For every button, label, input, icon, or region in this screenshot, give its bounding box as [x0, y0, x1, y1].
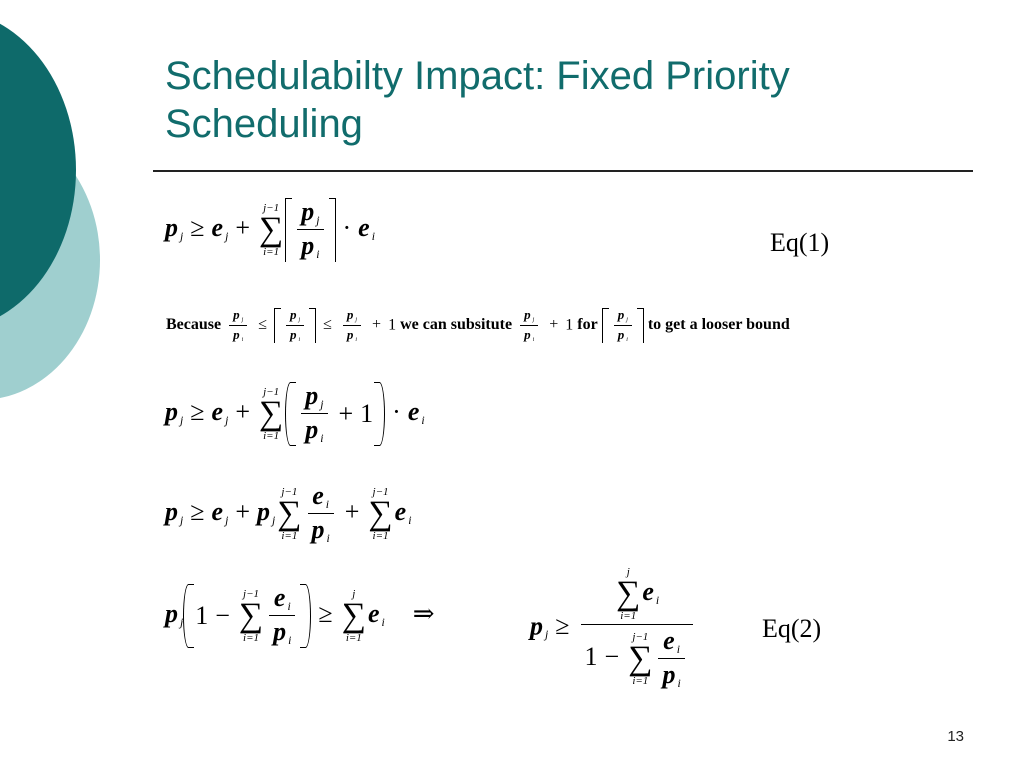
equation-3: p $_j$ ≥ e $_j$ + j−1 ∑ i=1 $\frac{p _j}{p _i}$ + 1 · e $_i$ [165, 381, 425, 446]
equation-1-label: Eq(1) [770, 228, 830, 257]
equation-2-label: Eq(2) [762, 614, 822, 643]
title-divider [153, 170, 973, 172]
equation-4: p $_j$ ≥ e $_j$ + p $_j$ j−1 ∑ i=1 $\frac{e _i}{p _i}$ + j−1 ∑ i=1 e $_i$ [165, 481, 412, 546]
page-number: 13 [947, 728, 964, 745]
equation-1: p $_j$ ≥ e $_j$ + j−1 ∑ i=1 $\frac{p _j}{p _i}$ · e $_i$ [165, 197, 375, 262]
because-line: Because $\frac{p _j}{p _i}$ ≤ $\frac{p _j}{p _i}$ ≤ $\frac{p _j}{p _i}$ + 1 we can subsitute $\frac{p _j}{p _i}$ + 1 for $\frac{p _j}{p _i}$ to get a looser bound [166, 307, 790, 344]
equation-5: p $_j$ 1 − j−1 ∑ i=1 $\frac{e _i}{p _i}$ ≥ j ∑ i=1 e $_i$ ⇒ [165, 583, 435, 648]
equation-5-result: p $_j$ ≥ j ∑ i=1 e $_i$ 1 − j−1 ∑ i=1 $\frac{e _i}{p _i}$ [530, 566, 697, 691]
slide-title: Schedulabilty Impact: Fixed Priority Scheduling [165, 54, 790, 146]
